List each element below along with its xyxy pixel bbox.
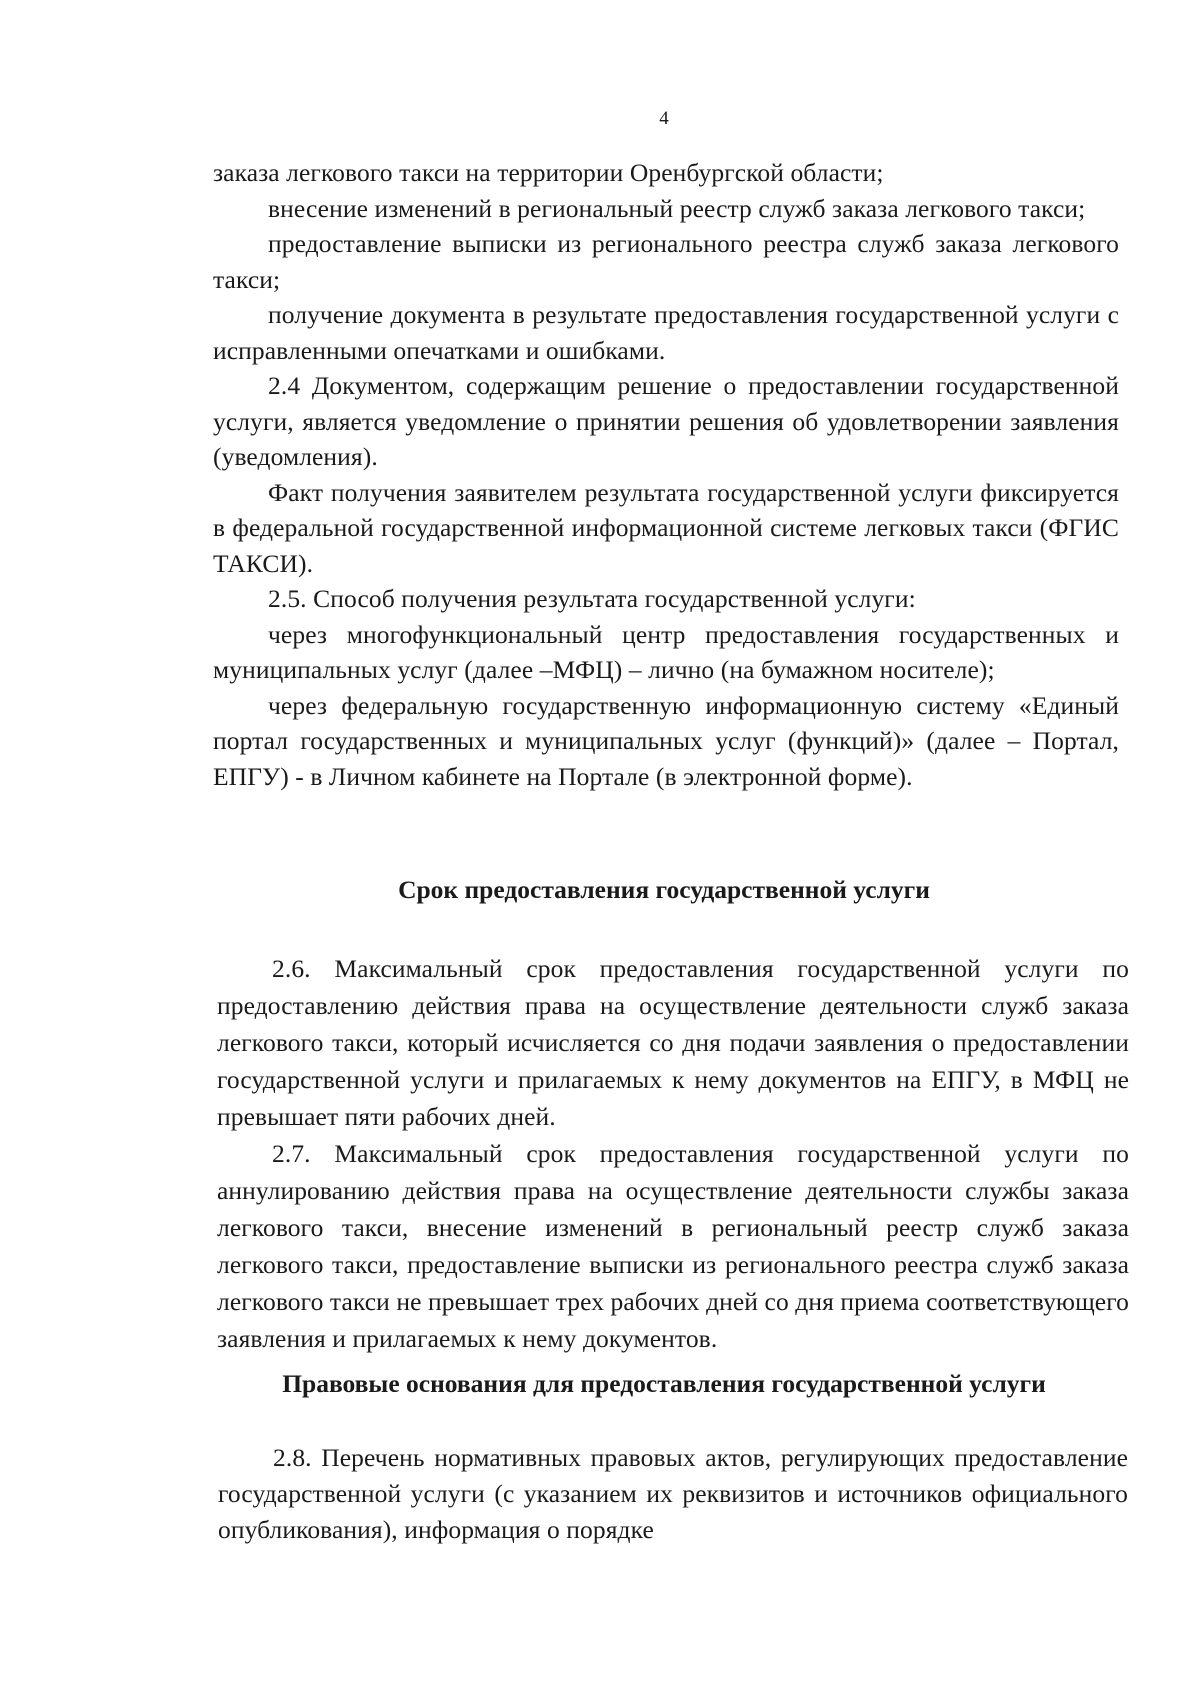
paragraph-2-5: 2.5. Способ получения результата государственной услуги:	[268, 584, 916, 613]
paragraph: заказа легкового такси на территории Оренбургской области;	[213, 158, 884, 187]
paragraph-2-7: 2.7. Максимальный срок предоставления государственной услуги по аннулированию действия права на осуществление деятельности службы заказа легкового такси, внесение изменений в региональный реестр служб заказа легкового такси, предоставление выписки из регионального реестра служб заказа легкового такси не превышает трех рабочих дней со дня приема соответствующего заявления и прилагаемых к нему документов.	[217, 1139, 1129, 1353]
section-heading-term: Срок предоставления государственной услуги	[398, 875, 930, 904]
paragraph: получение документа в результате предоставления государственной услуги с исправленными опечатками и ошибками.	[213, 300, 1119, 365]
paragraph: внесение изменений в региональный реестр служб заказа легкового такси;	[268, 193, 1086, 223]
text-block-legal-basis	[218, 1440, 1128, 1548]
paragraph-2-6: 2.6. Максимальный срок предоставления государственной услуги по предоставлению действия права на осуществление деятельности служб заказа легкового такси, который исчисляется со дня подачи заявления о предоставлении государственной услуги и прилагаемых к нему документов на ЕПГУ, в МФЦ не превышает пяти рабочих дней.	[217, 954, 1129, 1131]
paragraph-2-8: 2.8. Перечень нормативных правовых актов, регулирующих предоставление государственной услуги (с указанием их реквизитов и источников официального опубликования), информация о порядке	[218, 1443, 1128, 1544]
text-block-term	[217, 950, 1129, 1357]
page-number: 4	[659, 108, 669, 129]
paragraph: через федеральную государственную информационную систему «Единый портал государственных и муниципальных услуг (функций)» (далее – Портал, ЕПГУ) - в Личном кабинете на Портале (в электронной форме).	[213, 690, 1119, 791]
paragraph: через многофункциональный центр предоставления государственных и муниципальных услуг (далее –МФЦ) – лично (на бумажном носителе);	[213, 619, 1119, 684]
section-heading-legal-basis: Правовые основания для предоставления государственной услуги	[282, 1369, 1046, 1398]
paragraph-2-4: 2.4 Документом, содержащим решение о предоставлении государственной услуги, является уведомление о принятии решения об удовлетворении заявления (уведомления).	[213, 371, 1119, 471]
paragraph: Факт получения заявителем результата государственной услуги фиксируется в федеральной государственной информационной системе легковых такси (ФГИС ТАКСИ).	[213, 477, 1119, 578]
text-block-result-list	[213, 155, 1119, 794]
paragraph: предоставление выписки из регионального реестра служб заказа легкового такси;	[213, 229, 1119, 294]
